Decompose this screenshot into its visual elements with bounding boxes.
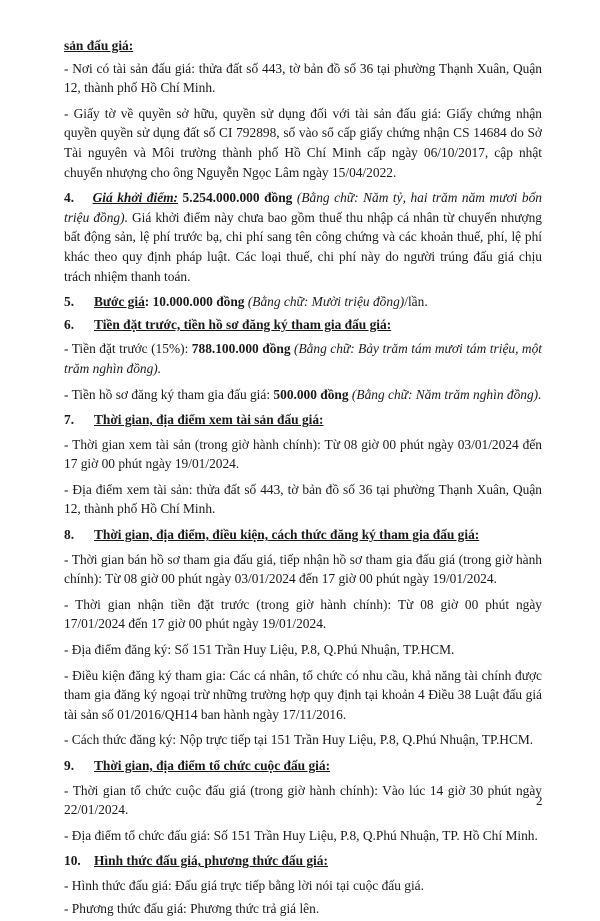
deposit-value: 788.100.000 đồng xyxy=(191,341,291,357)
section-9-title: Thời gian, địa điểm tổ chức cuộc đấu giá: xyxy=(94,758,331,773)
section-10-heading xyxy=(64,851,542,871)
section-5-number: 5. xyxy=(64,294,75,310)
starting-price-value: 5.254.000.000 đồng xyxy=(178,190,293,206)
section-9-heading xyxy=(64,756,542,776)
deposit-label: - Tiền đặt trước (15%): xyxy=(64,341,192,357)
section-10-number: 10. xyxy=(64,853,81,869)
dossier-sale-time: - Thời gian bán hồ sơ tham gia đấu giá, tiếp nhận hồ sơ tham gia đấu giá (trong giờ hành chính): Từ 08 giờ 00 phút ngày 03/01/2024 đến 17 giờ 00 phút ngày 19/01/2024. xyxy=(64,551,542,587)
fee-label: - Tiền hồ sơ đăng ký tham gia đấu giá: xyxy=(64,386,274,402)
fee-value: 500.000 đồng xyxy=(273,386,349,402)
registration-method: - Cách thức đăng ký: Nộp trực tiếp tại 151 Trần Huy Liệu, P.8, Q.Phú Nhuận, TP.HCM. xyxy=(64,732,534,748)
asset-documents: - Giấy tờ về quyền sở hữu, quyền sử dụng đối với tài sản đấu giá: Giấy chứng nhận quyền quyền sử dụng đất số CI 792898, số vào sổ cấp giấy chứng nhận CS 14684 do Sở Tài nguyên và Môi trường thành phố Hồ Chí Minh cấp ngày 06/10/2017, cập nhật chuyển nhượng cho ông Nguyễn Ngọc Lâm ngày 15/04/2022. xyxy=(64,105,542,180)
section-9-number: 9. xyxy=(64,758,75,773)
deposit-item xyxy=(64,339,542,378)
section-bid-step xyxy=(64,292,542,312)
auction-method: - Phương thức đấu giá: Phương thức trả giá lên. xyxy=(64,900,320,916)
section-6-title: Tiền đặt trước, tiền hồ sơ đăng ký tham gia đấu giá: xyxy=(94,316,392,332)
fee-item xyxy=(64,385,542,405)
bid-step-words: (Bằng chữ: Mười triệu đồng) xyxy=(244,294,405,310)
registration-conditions: - Điều kiện đăng ký tham gia: Các cá nhân, tổ chức có nhu cầu, khả năng tài chính được tham gia đăng ký ngoại trừ những trường hợp quy định tại khoản 4 Điều 38 Luật đấu giá tài sản số 01/2016/QH14 ban hành ngày 17/11/2016. xyxy=(64,667,542,722)
section-8-heading xyxy=(64,525,542,545)
asset-heading: sản đấu giá: xyxy=(64,38,134,53)
bid-step-value: : 10.000.000 đồng xyxy=(144,294,245,310)
section-8-number: 8. xyxy=(64,527,75,543)
section-8-title: Thời gian, địa điểm, điều kiện, cách thức đăng ký tham gia đấu giá: xyxy=(94,527,480,543)
page-number: 2 xyxy=(536,793,543,808)
section-starting-price xyxy=(64,188,542,286)
asset-location: - Nơi có tài sản đấu giá: thửa đất số 443, tờ bản đồ số 36 tại phường Thạnh Xuân, Quận 12, thành phố Hồ Chí Minh. xyxy=(64,60,542,96)
starting-price-note: Giá khởi điểm này chưa bao gồm thuế thu nhập cá nhân từ chuyển nhượng bất động sản, lệ phí trước bạ, chi phí sang tên công chứng và các khoản thuế, phí, lệ phí khác theo quy định pháp luật. Các loại thuế, chi phí này do người trúng đấu giá chịu trách nhiệm thanh toán. xyxy=(64,209,542,284)
viewing-place: - Địa điểm xem tài sản: thửa đất số 443, tờ bản đồ số 36 tại phường Thạnh Xuân, Quận 12, thành phố Hồ Chí Minh. xyxy=(64,481,542,517)
section-7-heading xyxy=(64,410,542,430)
deposit-receipt-time: - Thời gian nhận tiền đặt trước (trong giờ hành chính): Từ 08 giờ 00 phút ngày 17/01/2024 đến 17 giờ 00 phút ngày 19/01/2024. xyxy=(64,596,542,632)
section-7-title: Thời gian, địa điểm xem tài sản đấu giá: xyxy=(94,412,324,428)
bid-step-tail: /lần. xyxy=(404,294,428,310)
section-10-title: Hình thức đấu giá, phương thức đấu giá: xyxy=(94,853,328,869)
auction-time: - Thời gian tổ chức cuộc đấu giá (trong giờ hành chính): Vào lúc 14 giờ 30 phút ngày 22/01/2024. xyxy=(64,782,542,818)
section-4-number: 4. xyxy=(64,190,75,206)
auction-place: - Địa điểm tổ chức đấu giá: Số 151 Trần Huy Liệu, P.8, Q.Phú Nhuận, TP. Hồ Chí Minh. xyxy=(64,827,538,843)
bid-step-label: Bước giá xyxy=(94,294,145,310)
auction-form: - Hình thức đấu giá: Đấu giá trực tiếp bằng lời nói tại cuộc đấu giá. xyxy=(64,877,424,893)
section-6-heading xyxy=(64,315,542,335)
starting-price-words: (Bằng chữ: Năm tỷ, hai trăm năm mươi bốn triệu đồng). xyxy=(64,190,542,225)
fee-words: (Bằng chữ: Năm trăm nghìn đồng). xyxy=(348,386,542,402)
deposit-words: (Bằng chữ: Bảy trăm tám mươi tám triệu, một trăm nghìn đồng). xyxy=(64,341,543,376)
document-page xyxy=(64,36,542,921)
starting-price-label: Giá khởi điểm: xyxy=(92,190,179,206)
registration-place: - Địa điểm đăng ký: Số 151 Trần Huy Liệu, P.8, Q.Phú Nhuận, TP.HCM. xyxy=(64,642,455,658)
section-6-number: 6. xyxy=(64,316,75,332)
viewing-time: - Thời gian xem tài sản (trong giờ hành chính): Từ 08 giờ 00 phút ngày 03/01/2024 đến 17 giờ 00 phút ngày 19/01/2024. xyxy=(64,436,542,472)
section-7-number: 7. xyxy=(64,412,75,428)
